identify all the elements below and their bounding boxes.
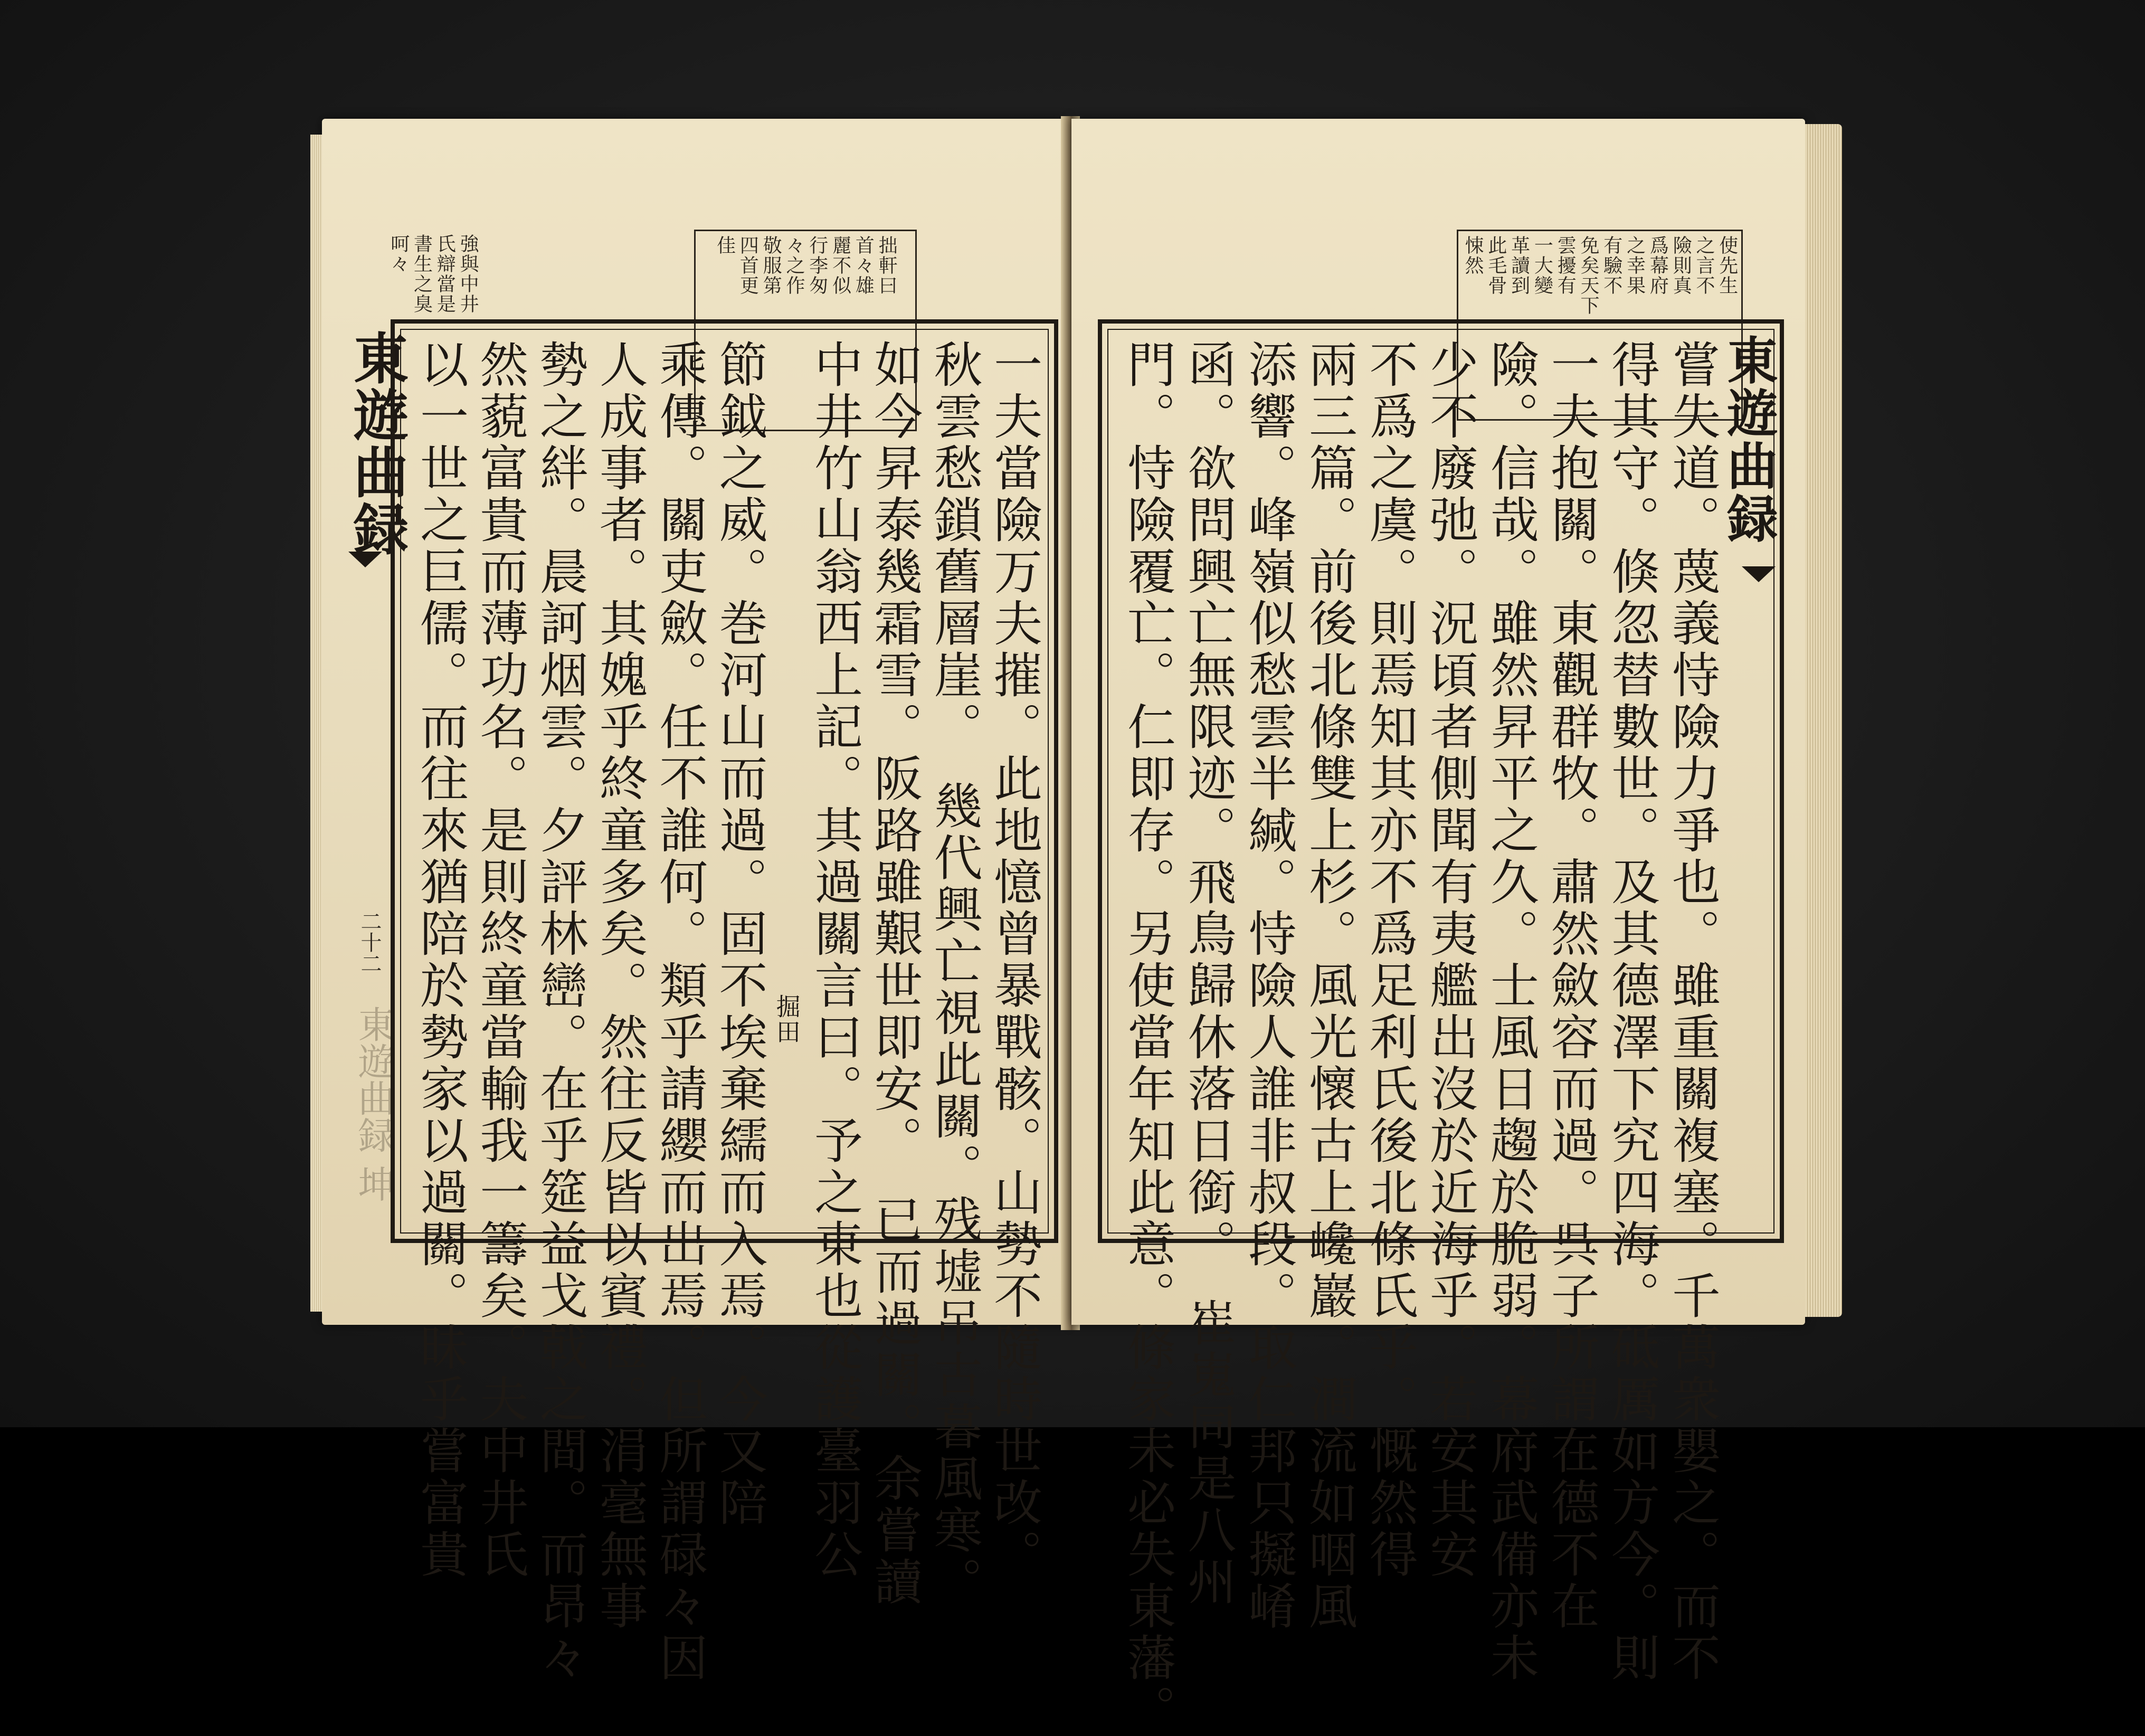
text-column: 添響。峰嶺似愁雲半緘。恃險人誰非叔段。取仁邦只擬崤 (1240, 339, 1297, 1633)
headnote-column: 此毛骨 (1485, 235, 1507, 296)
headnote-column: 氏辯當是 (434, 234, 456, 314)
headnote-column: 革讀到 (1508, 235, 1530, 296)
text-column: 秋雲愁鎖舊層崖。 幾代興亡視此關。残墟吊古暮風寒。 (926, 339, 983, 1608)
headnote-column: 首々雄 (852, 235, 875, 296)
text-columns-left (412, 339, 1042, 1684)
text-frame-left (391, 319, 1058, 1684)
text-column: 勢之絆。晨訶烟雲。夕評林巒。在乎筵益戈戟之間。而昂々 (531, 339, 589, 1684)
left-page (322, 119, 1066, 1684)
folio-number: 二十二 (357, 910, 382, 974)
open-book (311, 119, 1847, 1736)
headnote-column: 之言不 (1693, 235, 1715, 296)
headnote-column: 拙軒曰 (876, 235, 898, 296)
headnote-column: 之幸果 (1624, 235, 1646, 296)
headnote-column: 險則真 (1670, 235, 1692, 296)
headnote-column: 雲擾有 (1554, 235, 1577, 296)
text-column: 人成事者。其媿乎終童多矣。然往反皆以賓禮。涓毫無事 (591, 339, 648, 1633)
headnote-column: 有驗不 (1600, 235, 1622, 296)
headnote-column: 書生之臭 (411, 234, 433, 314)
headnote-column: 行李匆 (806, 235, 828, 296)
text-column: 如今昇泰幾霜雪。阪路雖艱世即安。 已而過關。余嘗讀 (866, 339, 923, 1608)
text-column: 函。欲問興亡無限迹。飛鳥歸休落日銜。 崔嵬同是八州 (1180, 339, 1237, 1608)
text-column: 少不廢弛。況頃者側聞有夷艦出沒於近海乎。若安其安 (1422, 339, 1479, 1581)
text-column: 得其守。倏忽替數世。及其德澤下究四海。砥厲如方今。則 (1603, 339, 1660, 1684)
text-column: 以一世之巨儒。而往來猶陪於勢家以過關。昧乎嘗富貴 (412, 339, 469, 1581)
text-column: 一夫當險万夫摧。此地憶曾暴戰骸。山勢不隨時世改。 (985, 339, 1042, 1581)
headnote-column: 敬服第 (760, 235, 782, 296)
spine-title-right: 東遊曲録 (1719, 334, 1779, 545)
text-column: 門。恃險覆亡。仁即存。另使當年知此意。條家未必失東藩。 (1119, 339, 1176, 1736)
right-page (1071, 119, 1805, 1736)
text-column: 然藐富貴而薄功名。是則終童當輸我一籌矣。夫中井氏 (472, 339, 529, 1581)
text-column: 節鉞之威。巻河山而過。固不埃棄繻而入焉。今又陪 (711, 339, 768, 1529)
text-column: 兩三篇。前後北條雙上杉。風光懷古上巉巖。澗流如咽風 (1301, 339, 1358, 1633)
headnote-column: 悚然 (1462, 235, 1484, 276)
text-frame-right (1098, 319, 1784, 1736)
headnote-column: 使先生 (1716, 235, 1738, 296)
text-column: 不爲之虞。則焉知其亦不爲足利氏後北條氏乎。慨然得 (1361, 339, 1418, 1581)
text-columns-right (1119, 339, 1721, 1736)
headnote-column: 麗不似 (829, 235, 851, 296)
text-column: 險。信哉。雖然昇平之久。士風日趨於脆弱。幕府武備亦未 (1482, 339, 1539, 1684)
headnote-column: 呵々 (387, 234, 410, 274)
text-column: 嘗失道。蔑義恃險力爭也。雖重關複塞。千萬衆嬰之。而不 (1664, 339, 1721, 1684)
headnote-column: 爲幕府 (1647, 235, 1669, 296)
spine-footer: 東遊曲録 坤 (352, 1005, 395, 1202)
text-column: 一夫抱關。東觀群牧。肅然斂容而過。呉子所謂在德不在 (1543, 339, 1600, 1633)
headnote-column: 々之作 (783, 235, 805, 296)
headnote-column: 佳 (714, 235, 736, 255)
headnote-column: 四首更 (737, 235, 759, 296)
fish-tail-mark (348, 552, 382, 567)
text-column: 乘傳。關吏斂。任不誰何。類乎請纓而出焉。但所謂碌々因 (651, 339, 708, 1684)
fish-tail-mark (1742, 566, 1776, 582)
text-column: 中井竹山翁西上記。其過關言曰。予之東也從護臺羽公 (806, 339, 863, 1581)
headnote-column: 免矣天下 (1578, 235, 1599, 316)
headnote-column: 一大變 (1531, 235, 1553, 296)
headnote-column: 強與中井 (457, 234, 479, 314)
spine-title-left: 東遊曲録 (344, 330, 409, 558)
interlinear-note: 掘田 (772, 994, 801, 1045)
